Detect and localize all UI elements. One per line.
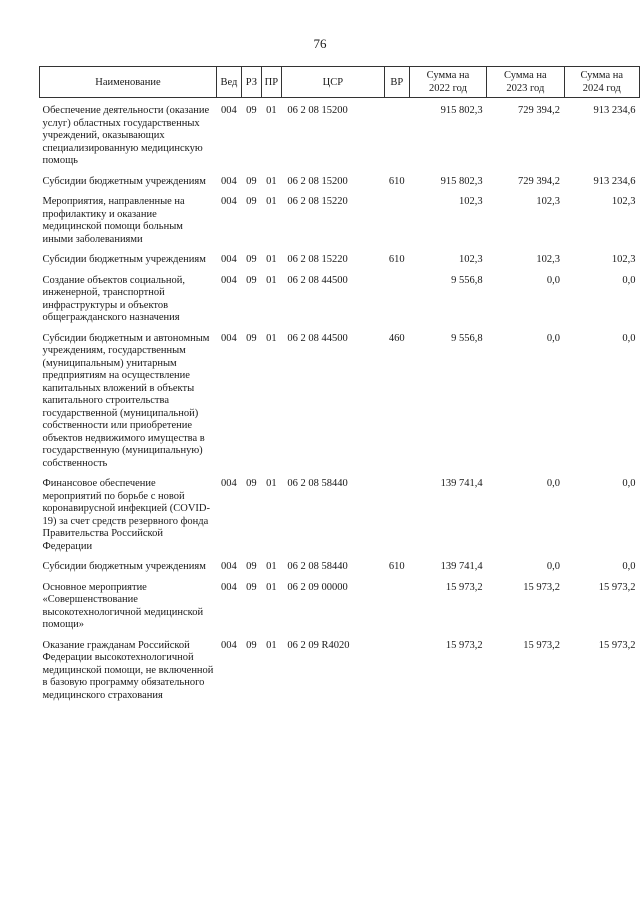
row-rz: 09 [246,581,257,593]
row-pr: 01 [266,332,277,344]
row-pr: 01 [266,581,277,593]
header-sum-2024-line2: 2024 год [582,83,621,94]
row-vr [384,582,409,640]
header-sum-2024 [564,67,639,98]
row-pr: 01 [266,639,277,651]
row-sum-2022: 9 556,8 [451,332,483,344]
header-sum-2023 [487,67,564,98]
row-ved: 004 [221,639,237,651]
row-rz: 09 [246,105,257,116]
table-row [40,478,640,561]
row-name: Основное мероприятие «Совершенствование высокотехнологичной медицинской помощи» [42,581,204,630]
row-vr [384,275,409,333]
row-name: Субсидии бюджетным учреждениям [42,254,206,265]
row-sum-2024: 15 973,2 [598,639,636,651]
header-pr: ПР [261,67,281,98]
table-row [40,98,640,176]
table-row [40,561,640,582]
table-row [40,640,640,711]
header-sum-2022-line2: 2022 год [428,83,467,94]
row-ved: 004 [221,175,237,187]
row-rz: 09 [246,254,257,265]
row-pr: 01 [266,196,277,207]
header-name: Наименование [40,67,217,98]
row-ved: 004 [221,581,237,593]
row-sum-2023: 729 394,2 [518,105,561,116]
header-rz: РЗ [241,67,261,98]
row-pr: 01 [266,175,277,187]
row-sum-2023: 0,0 [546,332,561,344]
row-name: Создание объектов социальной, инженерной, транспортной инфраструктуры и объектов общегражданского назначения [42,274,185,323]
table-row [40,176,640,197]
row-sum-2022: 9 556,8 [451,274,483,286]
row-csr: 06 2 08 58440 [287,561,348,572]
row-name: Субсидии бюджетным учреждениям [42,561,206,572]
row-name: Мероприятия, направленные на профилактику и оказание медицинской помощи больным иными заболеваниями [42,196,185,245]
row-sum-2024: 102,3 [611,254,636,265]
row-ved: 004 [221,254,237,265]
row-pr: 01 [266,478,277,489]
row-sum-2022: 102,3 [459,196,483,207]
header-sum-2022 [409,67,486,98]
row-ved: 004 [221,561,237,572]
row-sum-2022: 915 802,3 [440,105,483,116]
row-sum-2024: 0,0 [622,478,636,489]
row-sum-2023: 102,3 [536,254,561,265]
row-pr: 01 [266,561,277,572]
row-pr: 01 [266,105,277,116]
row-vr: 610 [388,254,405,265]
row-ved: 004 [221,332,237,344]
row-ved: 004 [221,196,237,207]
budget-table [39,66,640,710]
row-rz: 09 [246,478,257,489]
row-sum-2022: 15 973,2 [445,581,483,593]
row-sum-2023: 15 973,2 [523,581,561,593]
row-sum-2022: 139 741,4 [440,561,483,572]
row-csr: 06 2 08 15200 [287,105,348,116]
row-csr: 06 2 08 15200 [287,175,348,187]
row-sum-2022: 915 802,3 [440,175,483,187]
row-sum-2024: 913 234,6 [593,105,636,116]
row-sum-2022: 139 741,4 [440,478,483,489]
header-vr: ВР [384,67,409,98]
row-rz: 09 [246,274,257,286]
row-vr: 610 [388,561,405,572]
row-sum-2023: 729 394,2 [518,175,561,187]
row-pr: 01 [266,274,277,286]
row-sum-2024: 913 234,6 [593,175,636,187]
row-name: Субсидии бюджетным и автономным учреждениям, государственным (муниципальным) унитарным предприятиям на осуществление капитальных вложений в объекты капитального строительства государственной (муниципальной) собственности или приобретение объектов недвижимого имущества в государственную (муниципальную) собственность [42,332,210,469]
header-sum-2024-line1: Сумма на [580,70,624,81]
row-vr [384,196,409,254]
row-csr: 06 2 08 15220 [287,196,348,207]
header-ved: Вед [216,67,241,98]
row-name: Оказание гражданам Российской Федерации высокотехнологичной медицинской помощи, не включенной в базовую программу обязательного медицинского страхования [42,639,214,701]
row-rz: 09 [246,561,257,572]
row-sum-2022: 102,3 [459,254,483,265]
table-row [40,582,640,640]
row-sum-2023: 15 973,2 [523,639,561,651]
row-sum-2024: 15 973,2 [598,581,636,593]
row-ved: 004 [221,274,237,286]
row-rz: 09 [246,196,257,207]
row-name: Обеспечение деятельности (оказание услуг) областных государственных учреждений, оказывающих специализированную медицинскую помощь [42,105,210,166]
row-sum-2023: 102,3 [536,196,561,207]
row-ved: 004 [221,105,237,116]
row-sum-2023: 0,0 [546,561,561,572]
row-sum-2024: 0,0 [622,274,636,286]
row-ved: 004 [221,478,237,489]
row-csr: 06 2 09 00000 [287,581,348,593]
row-csr: 06 2 09 R4020 [287,639,350,651]
header-sum-2023-line2: 2023 год [506,83,545,94]
row-sum-2023: 0,0 [546,478,561,489]
table-row [40,275,640,333]
row-csr: 06 2 08 58440 [287,478,348,489]
row-rz: 09 [246,639,257,651]
row-vr: 610 [388,175,405,187]
row-name: Субсидии бюджетным учреждениям [42,175,206,187]
row-name: Финансовое обеспечение мероприятий по борьбе с новой коронавирусной инфекцией (COVID-19) за счет средств резервного фонда Правительства Российской Федерации [42,478,210,552]
header-sum-2023-line1: Сумма на [504,70,547,81]
row-sum-2024: 0,0 [622,561,636,572]
table-row [40,254,640,275]
row-vr [384,478,409,561]
row-vr [384,640,409,711]
row-sum-2024: 0,0 [622,332,636,344]
row-vr: 460 [388,332,405,344]
row-csr: 06 2 08 15220 [287,254,348,265]
row-csr: 06 2 08 44500 [287,332,348,344]
row-sum-2023: 0,0 [546,274,561,286]
table-row [40,333,640,479]
table-row [40,196,640,254]
header-sum-2022-line1: Сумма на [426,70,470,81]
row-vr [384,98,409,176]
row-csr: 06 2 08 44500 [287,274,348,286]
row-sum-2024: 102,3 [611,196,636,207]
table-header-row [40,67,640,98]
row-sum-2022: 15 973,2 [445,639,483,651]
row-pr: 01 [266,254,277,265]
row-rz: 09 [246,175,257,187]
row-rz: 09 [246,332,257,344]
header-csr: ЦСР [281,67,384,98]
page-number: 76 [313,36,327,51]
